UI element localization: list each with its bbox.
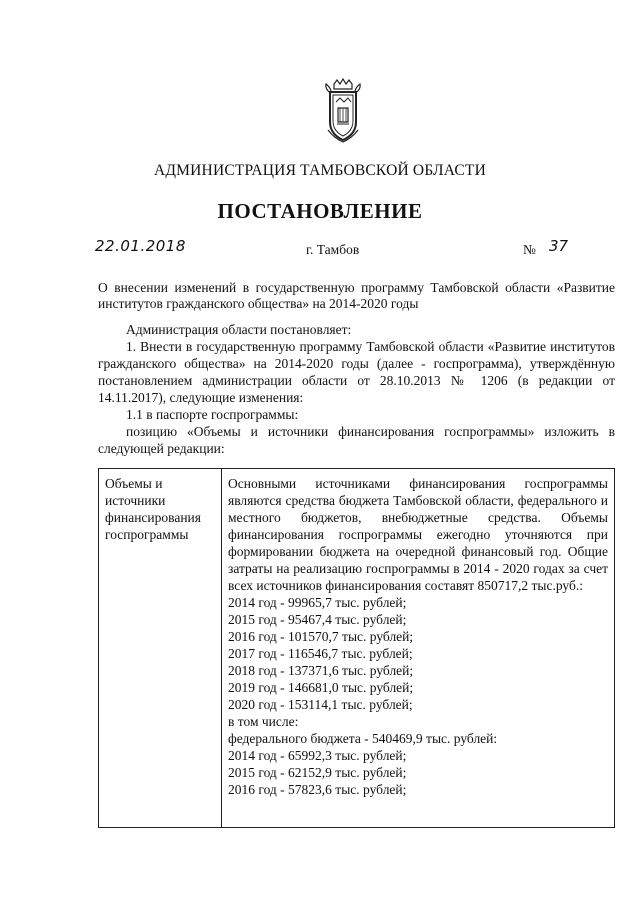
financing-line: 2017 год - 116546,7 тыс. рублей; xyxy=(228,646,413,661)
document-number: 37 xyxy=(549,237,569,255)
table-row xyxy=(99,469,615,828)
financing-line: 2016 год - 101570,7 тыс. рублей; xyxy=(228,629,414,644)
table-cell-label: Объемы и источники финансирования госпрограммы xyxy=(99,469,222,828)
financing-line: 2015 год - 62152,9 тыс. рублей; xyxy=(228,765,407,780)
financing-line: 2015 год - 95467,4 тыс. рублей; xyxy=(228,612,407,627)
document-body xyxy=(98,321,615,457)
financing-line: 2014 год - 99965,7 тыс. рублей; xyxy=(228,595,407,610)
document-number-label: № xyxy=(523,242,536,257)
financing-line: 2019 год - 146681,0 тыс. рублей; xyxy=(228,680,414,695)
financing-line: 2016 год - 57823,6 тыс. рублей; xyxy=(228,782,407,797)
document-type-title: ПОСТАНОВЛЕНИЕ xyxy=(217,199,423,223)
financing-table xyxy=(98,468,615,828)
financing-line: 2014 год - 65992,3 тыс. рублей; xyxy=(228,748,407,763)
document-date: 22.01.2018 xyxy=(95,237,186,255)
financing-line: в том числе: xyxy=(228,714,299,729)
financing-line: 2018 год - 137371,6 тыс. рублей; xyxy=(228,663,414,678)
table-cell-content xyxy=(222,469,615,828)
coat-of-arms-emblem xyxy=(322,78,364,146)
body-item-1: 1. Внести в государственную программу Тамбовской области «Развитие институтов гражданского общества» на 2014-2020 годы (далее - госпрограмма), утверждённую постановлением администрации области от 28.10.2013 № 1206 (в редакции от 14.11.2017), следующие изменения: xyxy=(98,339,615,405)
body-intro: Администрация области постановляет: xyxy=(126,322,352,337)
document-city: г. Тамбов xyxy=(306,242,360,257)
body-item-1-1: 1.1 в паспорте госпрограммы: xyxy=(126,407,299,422)
financing-line: 2020 год - 153114,1 тыс. рублей; xyxy=(228,697,413,712)
financing-paragraph: Основными источниками финансирования госпрограммы являются средства бюджета Тамбовской области, федерального и местного бюджетов, внебюджетные средства. Объемы финансирования госпрограммы ежегодно уточняются при формировании бюджета на очередной финансовый год. Общие затраты на реализацию госпрограммы в 2014 - 2020 годах за счет всех источников финансирования составят 850717,2 тыс.руб.: xyxy=(228,476,608,593)
body-position-text: позицию «Объемы и источники финансирования госпрограммы» изложить в следующей редакции: xyxy=(98,424,615,456)
document-subject: О внесении изменений в государственную программу Тамбовской области «Развитие институтов гражданского общества» на 2014-2020 годы xyxy=(98,280,615,311)
organization-name: АДМИНИСТРАЦИЯ ТАМБОВСКОЙ ОБЛАСТИ xyxy=(154,162,486,179)
financing-line: федерального бюджета - 540469,9 тыс. рублей: xyxy=(228,731,498,746)
